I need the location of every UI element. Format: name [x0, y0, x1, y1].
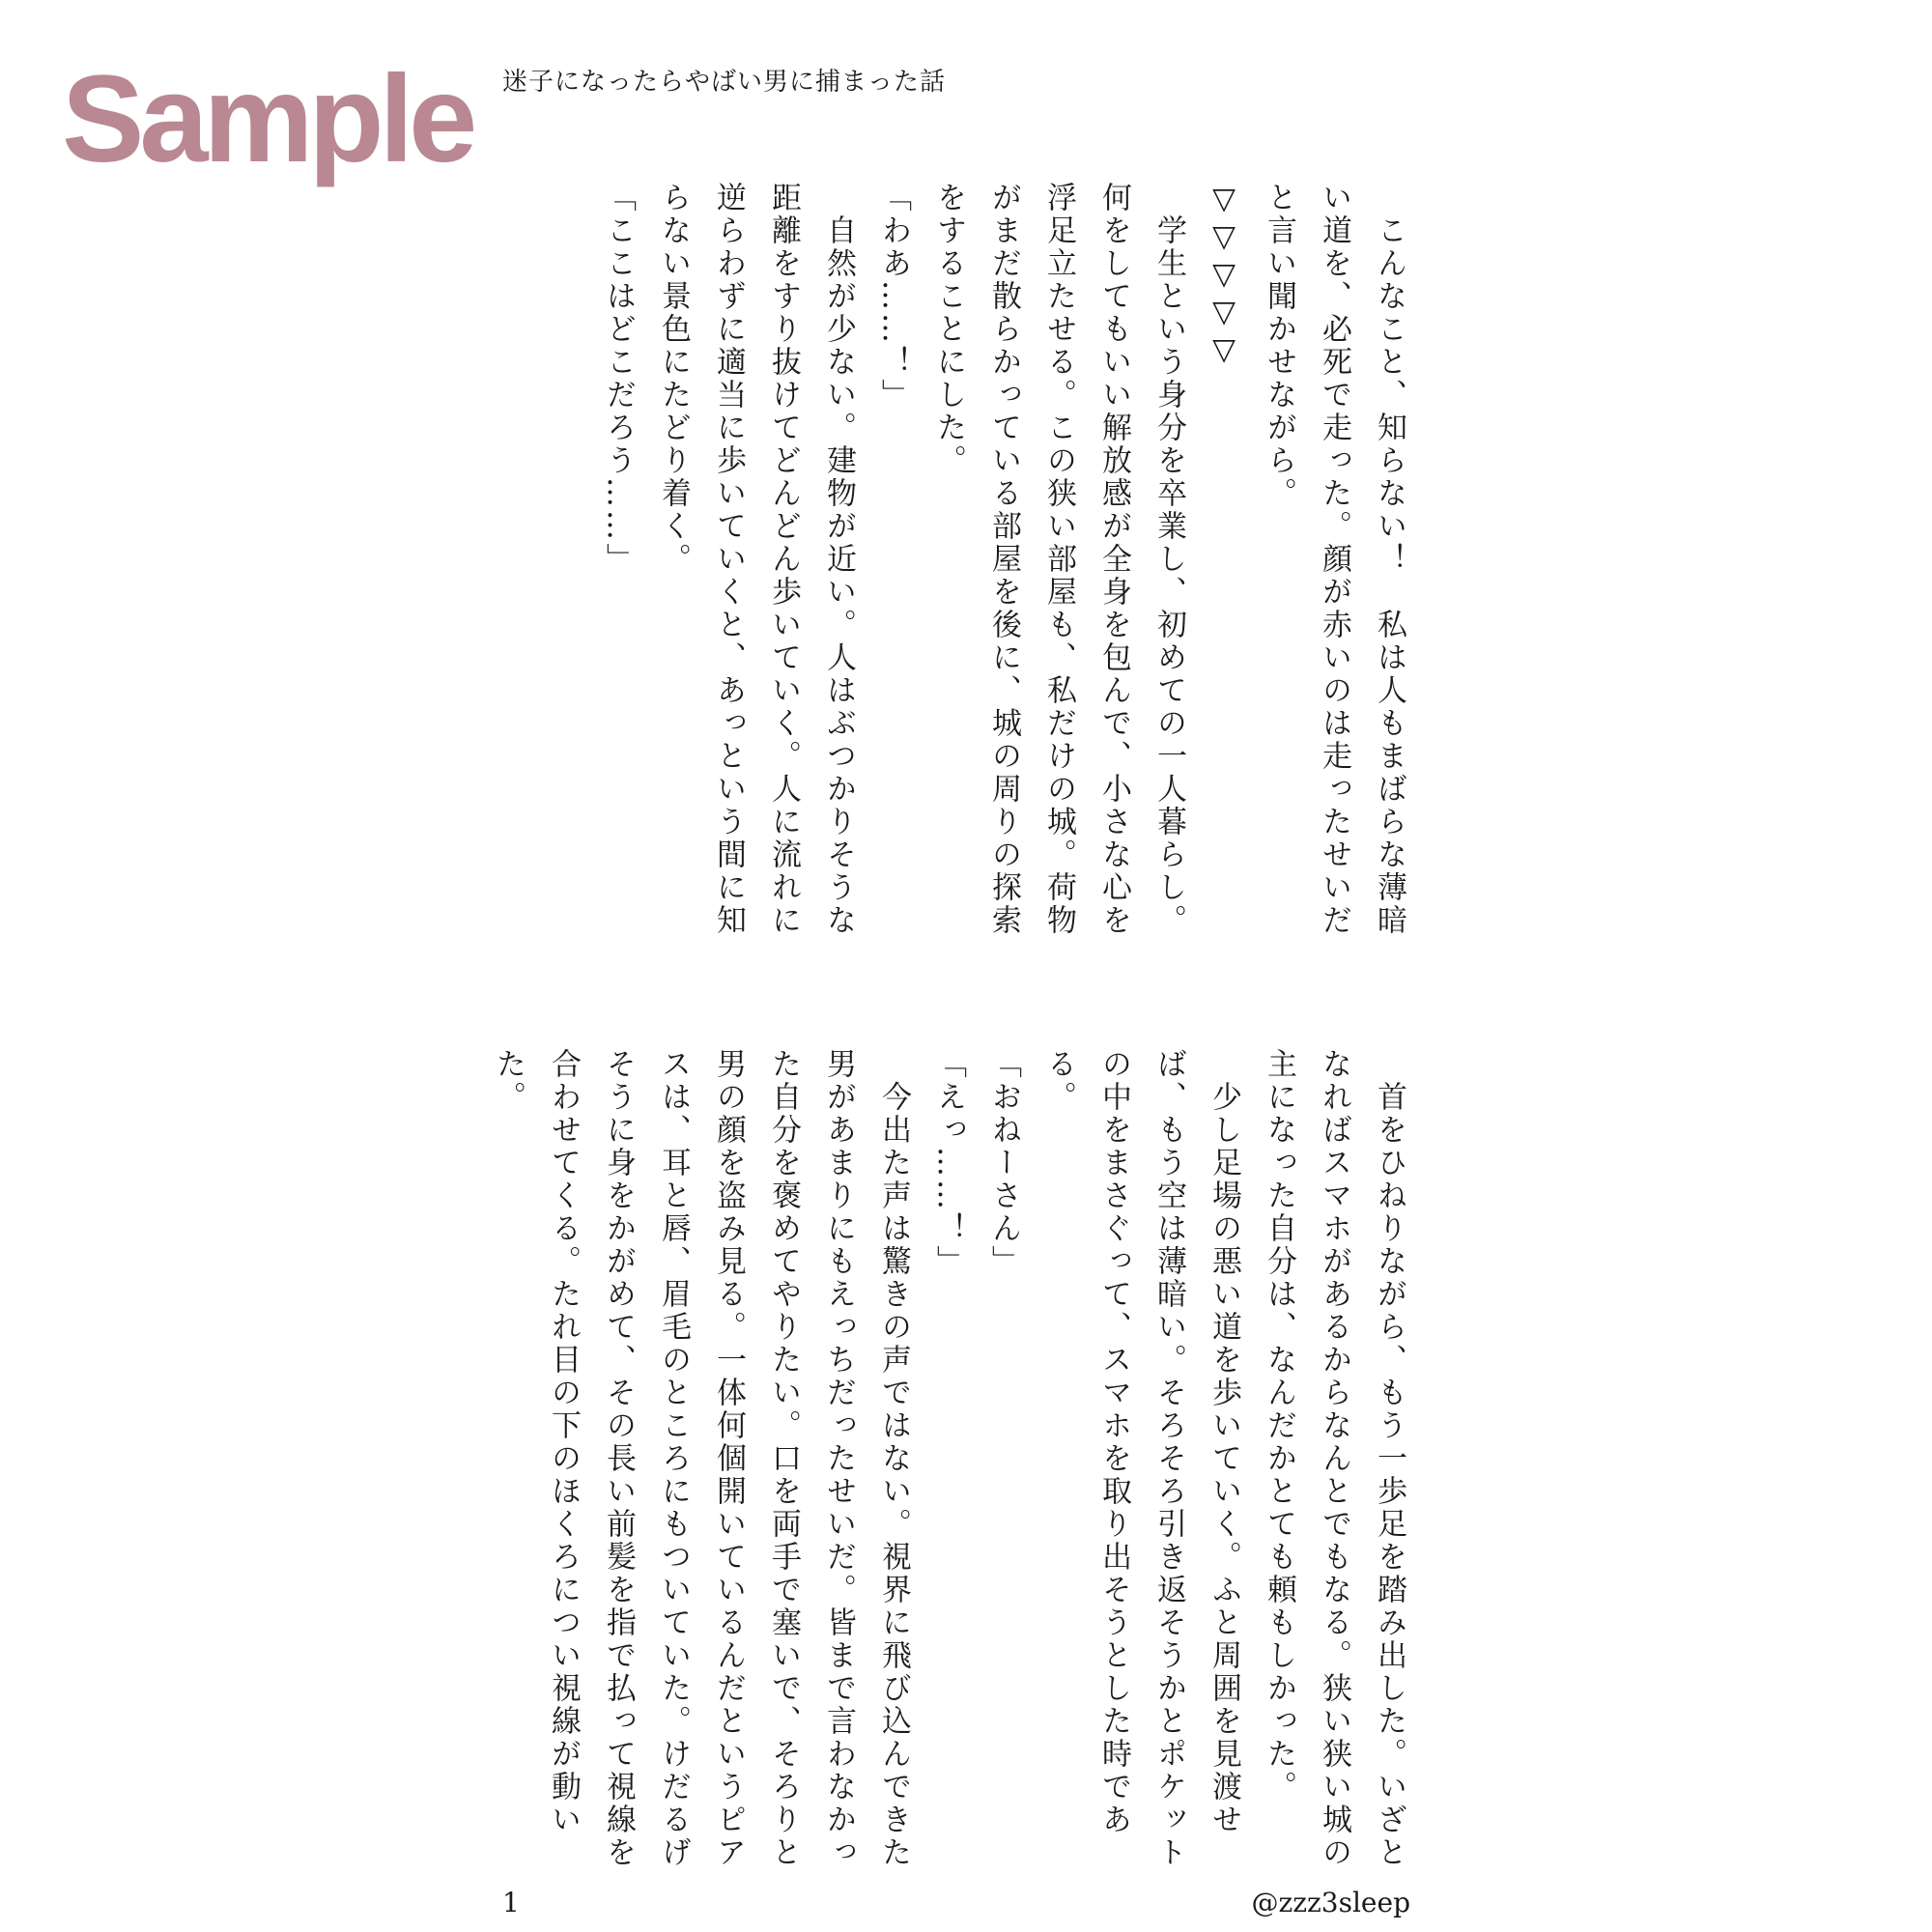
text-block-upper [498, 182, 1416, 954]
text-block-lower [491, 1048, 1416, 1879]
dialogue: 「わあ……！」 [876, 182, 911, 412]
running-title: 迷子になったらやばい男に捕まった話 [502, 68, 947, 97]
dialogue: 「おねーさん」 [986, 1048, 1021, 1278]
paragraph: 学生という身分を卒業し、初めての一人暮らし。何をしてもいい解放感が全身を包んで、小さな心を浮足立たせる。この狭い部屋も、私だけの城。荷物がまだ散らかっている部屋を後に、城の周りの探索をすることにした。 [931, 182, 1186, 937]
page-number: 1 [502, 1887, 520, 1918]
paragraph: 今出た声は驚きの声ではない。視界に飛び込んできた男があまりにもえっちだったせいだ。皆まで言わなかった自分を褒めてやりたい。口を両手で塞いで、そろりと男の顔を盗み見る。一体何個開いているんだというピアスは、耳と唇、眉毛のところにもついていた。けだるげそうに身をかがめて、その長い前髪を指で払って視線を合わせてくる。たれ目の下のほくろについ視線が動いた。 [491, 1048, 911, 1869]
paragraph: 首をひねりながら、もう一歩足を踏み出した。いざとなればスマホがあるからなんとでもなる。狭い狭い城の主になった自分は、なんだかとても頼もしかった。 [1262, 1048, 1406, 1869]
sample-watermark: Sample [62, 50, 473, 188]
author-handle: @zzz3sleep [1251, 1887, 1410, 1918]
paragraph: 少し足場の悪い道を歩いていく。ふと周囲を見渡せば、もう空は薄暗い。そろそろ引き返そうかとポケットの中をまさぐって、スマホを取り出そうとした時である。 [1041, 1048, 1241, 1869]
dialogue: 「ここはどこだろう……」 [601, 182, 636, 576]
paragraph: こんなこと、知らない！ 私は人もまばらな薄暗い道を、必死で走った。顔が赤いのは走ったせいだと言い聞かせながら。 [1262, 182, 1406, 937]
dialogue: 「えっ……！」 [931, 1048, 966, 1278]
scene-break: ▽▽▽▽▽ [1207, 182, 1241, 370]
paragraph: 自然が少ない。建物が近い。人はぶつかりそうな距離をすり抜けてどんどん歩いていく。人に流れに逆らわずに適当に歩いていくと、あっという間に知らない景色にたどり着く。 [656, 182, 856, 937]
